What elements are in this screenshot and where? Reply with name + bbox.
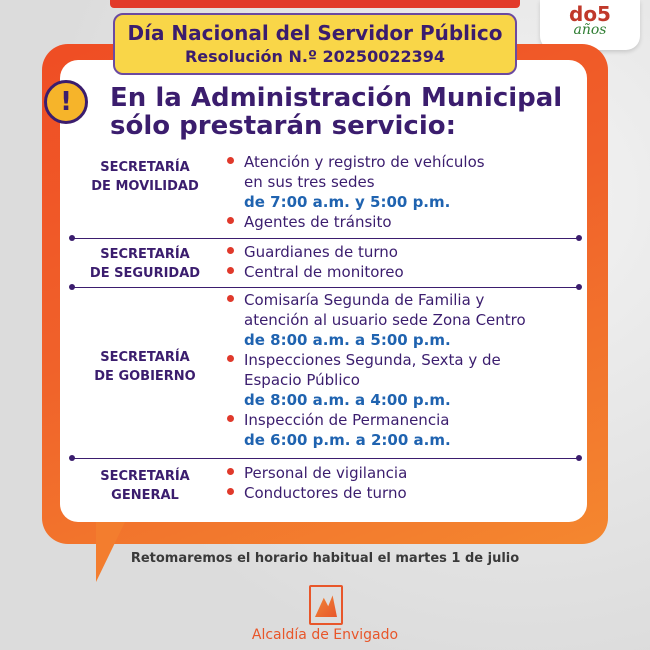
item-time: de 8:00 a.m. a 5:00 p.m. [244,331,451,349]
bullet-icon [227,247,234,254]
item-text: Atención y registro de vehículos [244,153,485,171]
item-time: de 8:00 a.m. a 4:00 p.m. [244,391,451,409]
section-gobierno [72,290,580,452]
list-item [224,152,584,212]
dept-line1: SECRETARÍA [100,350,190,365]
headline-line1: En la Administración Municipal [110,83,563,113]
item-text: Agentes de tránsito [244,213,392,231]
bullet-icon [227,295,234,302]
item-text: atención al usuario sede Zona Centro [244,311,526,329]
item-text: en sus tres sedes [244,173,375,191]
header-title: Día Nacional del Servidor Público [127,21,503,45]
anniversary-badge [540,0,640,50]
item-text: Comisaría Segunda de Familia y [244,291,485,309]
item-time: de 6:00 p.m. a 2:00 a.m. [244,431,451,449]
header-label [113,13,517,75]
dept-label [80,467,210,505]
bullet-icon [227,355,234,362]
list-item [224,212,584,232]
section-general [72,463,580,507]
item-text: Conductores de turno [244,484,407,502]
item-list [224,152,584,232]
section-divider [72,287,579,288]
list-item [224,290,584,350]
header-resolution: Resolución N.º 20250022394 [184,47,445,66]
item-text: Espacio Público [244,371,360,389]
dept-line2: GENERAL [111,488,179,503]
dept-line1: SECRETARÍA [100,160,190,175]
item-list [224,242,584,282]
headline-line2: sólo prestarán servicio: [110,111,456,141]
bullet-icon [227,267,234,274]
list-item [224,350,584,410]
item-text: Inspección de Permanencia [244,411,450,429]
dept-line1: SECRETARÍA [100,469,190,484]
dept-label [80,245,210,283]
bullet-icon [227,217,234,224]
bullet-icon [227,415,234,422]
mountain-icon [315,593,337,617]
list-item [224,242,584,262]
envigado-logo-icon [309,585,343,625]
dept-line2: DE GOBIERNO [94,369,196,384]
item-text: Guardianes de turno [244,243,398,261]
top-accent-strip [110,0,520,8]
bullet-icon [227,488,234,495]
list-item [224,483,584,503]
section-divider [72,458,579,459]
item-text: Inspecciones Segunda, Sexta y de [244,351,501,369]
badge-number: do5 [569,2,611,26]
item-list [224,463,584,503]
bullet-icon [227,468,234,475]
footer-note: Retomaremos el horario habitual el martes 1 de julio [130,551,520,566]
headline [110,84,580,140]
list-item [224,463,584,483]
item-time: de 7:00 a.m. y 5:00 p.m. [244,193,451,211]
warning-icon: ! [44,80,88,124]
dept-line2: DE SEGURIDAD [89,266,201,281]
bullet-icon [227,157,234,164]
logo-text: Alcaldía de Envigado [251,627,399,643]
dept-line1: SECRETARÍA [100,247,190,262]
section-movilidad [72,152,580,232]
section-seguridad [72,242,580,284]
dept-line2: DE MOVILIDAD [91,179,199,194]
list-item [224,410,584,450]
item-list [224,290,584,450]
dept-label [80,348,210,386]
badge-word: años [573,22,607,38]
item-text: Central de monitoreo [244,263,404,281]
item-text: Personal de vigilancia [244,464,408,482]
dept-label [80,158,210,196]
list-item [224,262,584,282]
section-divider [72,238,579,239]
